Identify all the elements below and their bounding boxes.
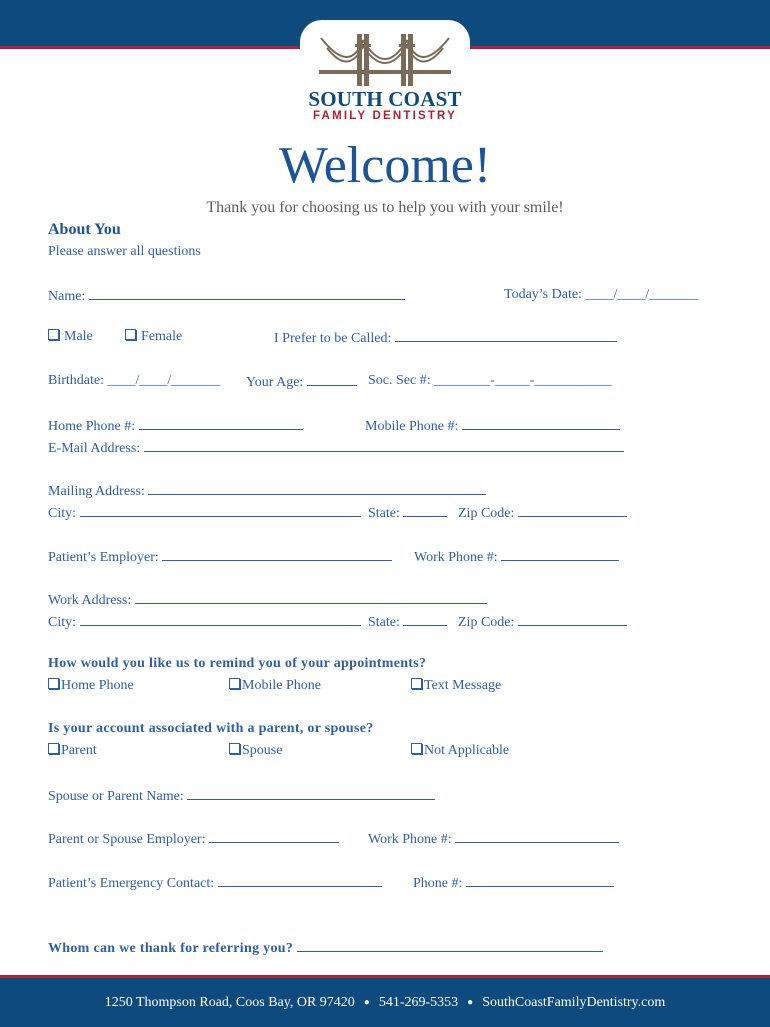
age-line[interactable]: [307, 373, 357, 386]
preferred-name-field[interactable]: [274, 329, 617, 347]
city-field[interactable]: [48, 504, 361, 522]
bridge-icon: [315, 30, 455, 88]
mailing-address-line[interactable]: [148, 482, 486, 495]
work-state-line[interactable]: [403, 613, 447, 626]
todays-date-blank[interactable]: ____/____/_______: [585, 287, 699, 302]
home-phone-line[interactable]: [139, 417, 303, 430]
footer-band: [0, 975, 770, 1027]
parent-spouse-employer-field[interactable]: [48, 830, 339, 848]
birthdate-label: Birthdate:: [48, 373, 104, 388]
preferred-name-label: I Prefer to be Called:: [274, 331, 392, 346]
reminder-option-label: Mobile Phone: [242, 678, 321, 693]
parent-checkbox[interactable]: [48, 743, 59, 754]
section-title: About You: [48, 221, 121, 238]
age-field[interactable]: [246, 373, 357, 391]
work-address-field[interactable]: [48, 591, 487, 609]
spouse-checkbox[interactable]: [229, 743, 240, 754]
emergency-phone-field[interactable]: [413, 874, 614, 892]
ssn-label: Soc. Sec #:: [368, 373, 431, 388]
zip-line[interactable]: [518, 504, 627, 517]
mailing-address-field[interactable]: [48, 482, 486, 500]
work-state-field[interactable]: [368, 613, 447, 631]
work-address-label: Work Address:: [48, 593, 132, 608]
spouse-parent-name-label: Spouse or Parent Name:: [48, 789, 184, 804]
work-address-line[interactable]: [135, 591, 487, 604]
work-phone-label: Work Phone #:: [414, 550, 498, 565]
name-line[interactable]: [89, 287, 405, 300]
mobile-phone-line[interactable]: [462, 417, 620, 430]
state-line[interactable]: [403, 504, 447, 517]
mailing-address-label: Mailing Address:: [48, 484, 145, 499]
not-applicable-checkbox[interactable]: [411, 743, 422, 754]
section-instruction: Please answer all questions: [48, 244, 201, 259]
email-label: E-Mail Address:: [48, 441, 141, 456]
female-checkbox[interactable]: [125, 329, 136, 340]
emergency-phone-label: Phone #:: [413, 876, 463, 891]
footer-website[interactable]: SouthCoastFamilyDentistry.com: [482, 994, 666, 1010]
parent-spouse-work-phone-line[interactable]: [455, 830, 619, 843]
work-city-label: City:: [48, 615, 77, 630]
account-option-not-applicable[interactable]: [411, 743, 509, 759]
employer-line[interactable]: [162, 548, 392, 561]
work-phone-line[interactable]: [501, 548, 619, 561]
name-field[interactable]: [48, 287, 405, 305]
footer-separator: ●: [363, 997, 370, 1008]
mobile-phone-field[interactable]: [365, 417, 620, 435]
work-zip-label: Zip Code:: [458, 615, 515, 630]
referral-line[interactable]: [297, 939, 603, 952]
city-line[interactable]: [80, 504, 361, 517]
referral-question: Whom can we thank for referring you?: [48, 941, 294, 956]
employer-label: Patient’s Employer:: [48, 550, 159, 565]
account-option-label: Parent: [61, 743, 97, 758]
reminder-option-text-message[interactable]: [411, 678, 501, 694]
reminder-option-home-phone[interactable]: [48, 678, 134, 694]
work-city-line[interactable]: [80, 613, 361, 626]
birthdate-blank[interactable]: ____/____/_______: [107, 373, 221, 388]
age-label: Your Age:: [246, 375, 304, 390]
female-label: Female: [141, 329, 183, 344]
text-message-checkbox[interactable]: [411, 678, 422, 689]
name-label: Name:: [48, 289, 86, 304]
employer-field[interactable]: [48, 548, 392, 566]
mobile-phone-checkbox[interactable]: [229, 678, 240, 689]
account-option-label: Spouse: [242, 743, 283, 758]
home-phone-field[interactable]: [48, 417, 303, 435]
male-checkbox[interactable]: [48, 329, 59, 340]
emergency-contact-field[interactable]: [48, 874, 382, 892]
reminder-option-label: Text Message: [424, 678, 502, 693]
todays-date-field[interactable]: [504, 287, 698, 303]
todays-date-label: Today’s Date:: [504, 287, 582, 302]
emergency-phone-line[interactable]: [466, 874, 614, 887]
zip-label: Zip Code:: [458, 506, 515, 521]
account-option-spouse[interactable]: [229, 743, 282, 759]
practice-logo: [300, 30, 470, 130]
logo-tagline: FAMILY DENTISTRY: [312, 110, 458, 122]
logo-name: SOUTH COAST: [308, 87, 462, 111]
preferred-name-line[interactable]: [395, 329, 617, 342]
birthdate-field[interactable]: [48, 373, 220, 389]
mobile-phone-label: Mobile Phone #:: [365, 419, 459, 434]
parent-spouse-work-phone-field[interactable]: [368, 830, 619, 848]
ssn-blank[interactable]: ________-_____-___________: [434, 373, 612, 388]
reminder-option-label: Home Phone: [61, 678, 134, 693]
zip-field[interactable]: [458, 504, 627, 522]
parent-spouse-employer-line[interactable]: [209, 830, 339, 843]
referral-field[interactable]: [48, 939, 603, 957]
parent-spouse-employer-label: Parent or Spouse Employer:: [48, 832, 206, 847]
male-label: Male: [64, 329, 93, 344]
city-label: City:: [48, 506, 77, 521]
work-zip-field[interactable]: [458, 613, 627, 631]
footer-separator: ●: [467, 997, 474, 1008]
state-field[interactable]: [368, 504, 447, 522]
footer-phone: 541-269-5353: [378, 994, 459, 1010]
emergency-contact-label: Patient’s Emergency Contact:: [48, 876, 215, 891]
female-option[interactable]: [125, 329, 182, 345]
account-question: Is your account associated with a parent, or spouse?: [48, 721, 374, 736]
work-city-field[interactable]: [48, 613, 361, 631]
ssn-field[interactable]: [368, 373, 611, 389]
work-phone-field[interactable]: [414, 548, 619, 566]
page-subtitle: Thank you for choosing us to help you with your smile!: [206, 199, 564, 216]
account-option-label: Not Applicable: [424, 743, 510, 758]
home-phone-checkbox[interactable]: [48, 678, 59, 689]
account-option-parent[interactable]: [48, 743, 97, 759]
work-zip-line[interactable]: [518, 613, 627, 626]
parent-spouse-work-phone-label: Work Phone #:: [368, 832, 452, 847]
male-option[interactable]: [48, 329, 93, 345]
spouse-parent-name-line[interactable]: [187, 787, 435, 800]
email-field[interactable]: [48, 439, 624, 457]
state-label: State:: [368, 506, 400, 521]
reminder-question: How would you like us to remind you of your appointments?: [48, 656, 427, 671]
home-phone-label: Home Phone #:: [48, 419, 136, 434]
email-line[interactable]: [144, 439, 624, 452]
emergency-contact-line[interactable]: [218, 874, 382, 887]
footer-address: 1250 Thompson Road, Coos Bay, OR 97420: [104, 994, 355, 1010]
spouse-parent-name-field[interactable]: [48, 787, 435, 805]
reminder-option-mobile-phone[interactable]: [229, 678, 321, 694]
work-state-label: State:: [368, 615, 400, 630]
page-title: Welcome!: [278, 137, 492, 194]
